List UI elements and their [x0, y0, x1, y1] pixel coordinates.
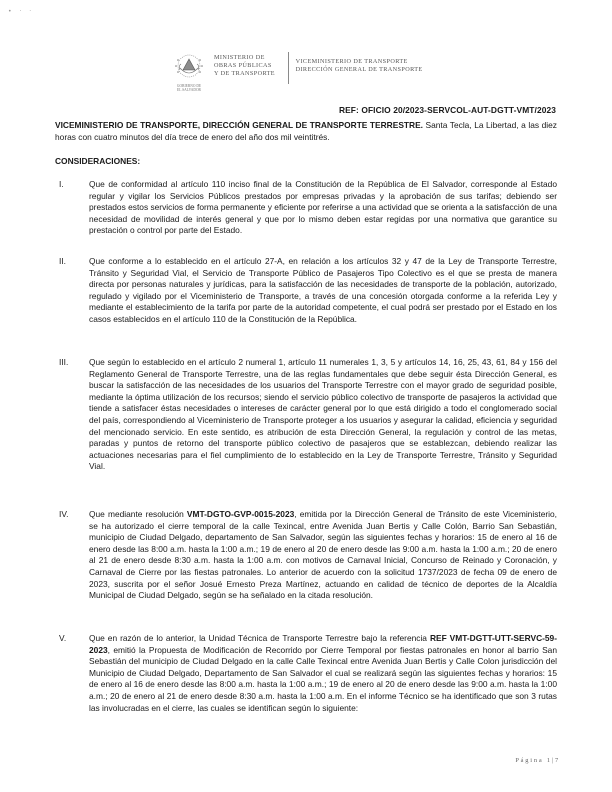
intro-paragraph [55, 120, 557, 143]
clause-text: Que según lo establecido en el artículo 2 numeral 1, artículo 11 numerales 1, 3, 5 y artículos 14, 16, 25, 43, 61, 84 y 156 del Reglamento General de Transporte Terrestre, una de las reglas fundamentales que debe seguir ésta Dirección General, es buscar la satisfacción de las necesidades de los usuarios del Transporte Terrestre con el mayor grado de seguridad posible, mediante la óptima utilización de los recursos; siendo el servicio público colectivo de transporte de pasajeros la actividad que tiende a satisfacer éstas necesidades o intereses de carácter general por lo que está dirigido a todo el conglomerado social del país, correspondiendo al Viceministerio de Transporte proteger a los usuarios y asegurar la calidad, eficiencia y seguridad del mencionado servicio. En este sentido, es atribución de esta Dirección General, la regulación y control de las metas, paradas y puntos de retorno del transporte público colectivo de pasajeros que se establezcan, debiendo realizar las actuaciones necesarias para el fiel cumplimiento de lo establecido en la Ley de Transporte Terrestre, Tránsito y Seguridad Vial. [89, 357, 557, 472]
clause-number: III. [59, 357, 69, 367]
seal-caption: GOBIERNO DE EL SALVADOR [176, 84, 202, 92]
scan-marks: • · · [8, 8, 35, 15]
clause-text: Que mediante resolución VMT-DGTO-GVP-0015-2023, emitida por la Dirección General de Tránsito de este Viceministerio, se ha autorizado el cierre temporal de la calle Texincal, entre Avenida Juan Bertis y Calle Colón, Barrio San Sebastián, municipio de Ciudad Delgado, departamento de San Salvador, según las siguientes fechas y horarios: 15 de enero al 16 de enero desde las 8:00 a.m. hasta la 1:00 a.m.; 19 de enero al 20 de enero desde las 9:00 a.m. hasta la 1:00 a.m.; 20 de enero al 21 de enero desde 8:30 a.m. hasta la 1:00 a.m. con motivos de Carnaval Inicial, Concurso de Reinado y Coronación, y Carnaval de Cierre por las fiestas patronales. Lo anterior de acuerdo con la solicitud 1737/2023 de fecha 09 de enero de 2023, suscrita por el señor Josué Ernesto Preza Martínez, actuando en calidad de técnico de deportes de la Alcaldía Municipal de Ciudad Delgado, según se ha señalado en la citada resolución. [89, 509, 558, 601]
reference-number: REF: OFICIO 20/2023-SERVCOL-AUT-DGTT-VMT/2023 [338, 105, 556, 115]
vice-ministry-name: VICEMINISTERIO DE TRANSPORTE DIRECCIÓN GENERAL DE TRANSPORTE [295, 58, 423, 73]
clause-1 [55, 179, 557, 237]
clause-text: Que en razón de lo anterior, la Unidad Técnica de Transporte Terrestre bajo la referencia REF VMT-DGTT-UTT-SERVC-59-2023, emitió la Propuesta de Modificación de Recorrido por Cierre Temporal por fiestas patronales en honor al barrio San Sebastián del municipio de Ciudad Delgado en la calle Calle Texincal entre Avenida Juan Bertis y Calle Colon jurisdicción del Municipio de Ciudad Delgado, Departamento de San Salvador el cual se realizará según las siguientes fechas y horarios: 15 de enero al 16 de enero desde las 8:00 a.m. hasta la 1:00 a.m.; 19 de enero al 20 de enero desde las 9:00 a.m. hasta la 1:00 a.m.; 20 de enero al 21 de enero desde 8:30 a.m. hasta la 1:00 a.m. En el informe Técnico se ha identificado que son 3 rutas las involucradas en el cierre, las cuales se identifican según lo siguiente: [89, 633, 558, 713]
clause-number: IV. [59, 509, 69, 519]
clause-number: V. [59, 633, 67, 643]
clause-5 [55, 633, 557, 714]
clause-3 [55, 357, 557, 473]
clause-text: Que conforme a lo establecido en el artículo 27-A, en relación a los artículos 32 y 47 de la Ley de Transporte Terrestre, Tránsito y Seguridad Vial, el Servicio de Transporte Público de Pasajeros Tipo Colectivo es el que se presta de manera directa por personas naturales y jurídicas, para la satisfacción de las necesidades de transporte de la población, autorizado, regulado y vigilado por el Viceministerio de Transporte, a través de una concesión otorgada conforme a la referida Ley y mediante el establecimiento de la tarifa por parte de la autoridad competente, el cual podrá ser prestado por el Estado en los casos establecidos en el artículo 110 de la Constitución de la República. [89, 256, 557, 324]
letterhead [170, 50, 436, 96]
clause-text: Que de conformidad al artículo 110 inciso final de la Constitución de la República de El Salvador, corresponde al Estado regular y vigilar los Servicios Públicos prestados por empresas privadas y la aprobación de sus tarifas; debiendo ser prestados estos servicios de forma permanente y eficiente por referirse a una actividad que se orienta a la satisfacción de una necesidad de movilidad de interés general y que por lo mismo deben estar regidas por una normativa que garantice su prestación o control por parte del Estado. [89, 179, 557, 236]
clause-2 [55, 256, 557, 326]
page-number: Página 1|7 [515, 757, 560, 764]
intro-text: Santa Tecla, La Libertad, a las diez horas con cuatro minutos del día trece de enero del año dos mil veintitrés. [55, 120, 557, 142]
intro-bold: VICEMINISTERIO DE TRANSPORTE, DIRECCIÓN GENERAL DE TRANSPORTE TERRESTRE. [55, 120, 423, 130]
coat-of-arms-icon [170, 50, 208, 94]
considerations-title: CONSIDERACIONES: [55, 156, 141, 166]
ministry-name: MINISTERIO DE OBRAS PÚBLICAS Y DE TRANSPORTE [214, 54, 275, 77]
clause-number: II. [59, 256, 66, 266]
clause-4 [55, 509, 557, 602]
reference-code: REF VMT-DGTT-UTT-SERVC-59-2023 [89, 633, 558, 655]
resolution-code: VMT-DGTO-GVP-0015-2023 [186, 509, 295, 519]
clause-number: I. [59, 179, 64, 189]
